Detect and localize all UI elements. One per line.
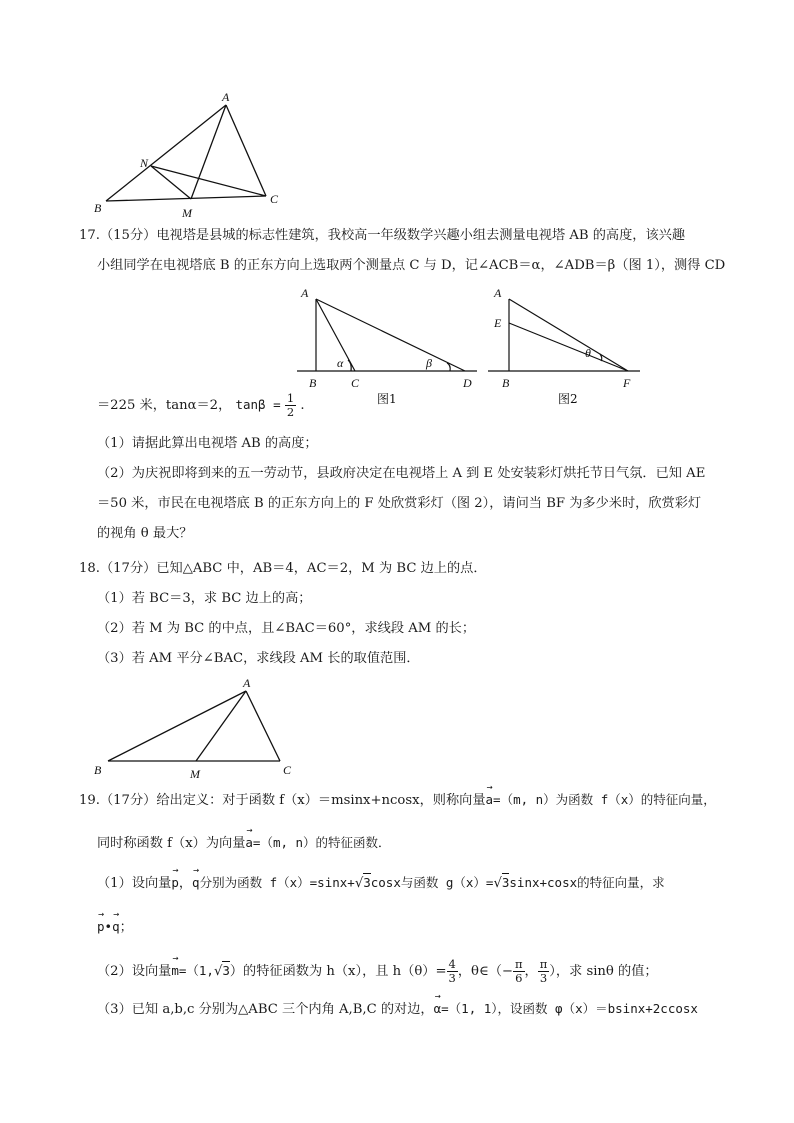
label-m: M: [182, 206, 192, 220]
q19-p2-f: ），求 sinθ 的值；: [549, 964, 658, 979]
frac-den-3b: 3: [539, 971, 548, 985]
q19-p1-a: （1）设向量: [97, 876, 172, 891]
tan-beta-denominator: 2: [286, 405, 295, 419]
frac-den-3: 3: [448, 971, 456, 985]
q19-line1-a: 19.（17分）给出定义：对于函数 f（x）＝msinx+ncosx，则称向量: [79, 793, 486, 808]
dot-operator: •: [104, 919, 113, 934]
sqrt3-3: 3: [222, 963, 230, 978]
fig1-ac: [316, 299, 355, 371]
q19-line1-b: =（m, n）为函数 f（x）的特征向量，: [493, 792, 716, 807]
q19-p1-d: sinx+cosx的特征向量，求: [509, 875, 665, 890]
vector-m: → m: [171, 961, 179, 981]
q19-p2-b: =（1,: [178, 963, 214, 978]
fig1-alpha-arc: [348, 360, 351, 371]
q19-p1-end: ；: [119, 920, 133, 935]
q18-label-c: C: [283, 763, 292, 777]
q17-part2-line1: （2）为庆祝即将到来的五一劳动节，县政府决定在电视塔上 A 到 E 处安装彩灯烘托节日气氛．已知 AE: [97, 466, 706, 481]
figure-triangle-nm: [85, 90, 285, 225]
q18-part3: （3）若 AM 平分∠BAC，求线段 AM 长的取值范围．: [97, 651, 420, 666]
fig1-label-alpha: α: [337, 356, 344, 370]
frac-pi-2: π: [539, 957, 548, 971]
sqrt3-2: 3: [501, 875, 510, 890]
fig1-caption: 图1: [377, 392, 397, 406]
q19-p2-a: （2）设向量: [97, 964, 172, 979]
fraction-4-3: [447, 958, 458, 985]
q18-line1: 18.（17分）已知△ABC 中，AB＝4，AC＝2，M 为 BC 边上的点．: [79, 561, 487, 576]
label-c: C: [270, 192, 279, 206]
frac-den-6: 6: [515, 971, 523, 985]
fig2-af: [509, 299, 628, 371]
vector-q: → q: [192, 873, 200, 893]
vector-a-1: → a: [486, 790, 494, 810]
vector-q-dot: → q: [112, 917, 120, 937]
frac-num-4: 4: [448, 957, 456, 971]
q19-p3-a: （3）已知 a,b,c 分别为△ABC 三个内角 A,B,C 的对边，: [97, 1002, 434, 1017]
q18-label-b: B: [94, 763, 102, 777]
vector-a-2: → a: [245, 833, 253, 853]
q18-label-m: M: [190, 767, 200, 781]
vector-p-dot: → p: [97, 917, 105, 937]
q18-part2: （2）若 M 为 BC 的中点，且∠BAC＝60°，求线段 AM 的长；: [97, 621, 476, 636]
q17-line2: 小组同学在电视塔底 B 的正东方向上选取两个测量点 C 与 D，记∠ACB＝α，∠ADB＝β（图 1），测得 CD: [97, 258, 726, 273]
label-a: A: [222, 90, 230, 104]
q18-segment-ab: [108, 691, 246, 761]
q19-part3: [0, 999, 794, 1020]
fraction-pi-3: [538, 958, 550, 985]
q17-part2-line2: ＝50 米，市民在电视塔底 B 的正东方向上的 F 处欣赏彩灯（图 2），请问当 BF 为多少米时，欣赏彩灯: [97, 496, 702, 511]
vector-p: → p: [171, 873, 179, 893]
sqrt-sign-1: √: [354, 876, 364, 891]
q19-line2: [0, 833, 794, 854]
q17-line3-text: ＝225 米，tanα＝2，: [97, 398, 232, 413]
fraction-pi-6: [513, 958, 525, 985]
sqrt-sign-2: √: [493, 876, 502, 891]
q19-line1: [0, 790, 794, 811]
sqrt-sign-3: √: [213, 964, 223, 979]
frac-pi-1: π: [514, 957, 523, 971]
fig2-caption: 图2: [558, 392, 578, 406]
fig2-ef: [509, 323, 628, 371]
q19-p1-comma: ，: [178, 876, 193, 891]
segment-ac: [226, 105, 266, 196]
q19-p2-c: ）的特征函数为 h（x），且 h（θ）=: [229, 964, 447, 979]
fig2-label-f: F: [623, 376, 631, 390]
tan-beta-label: tanβ =: [235, 397, 281, 412]
q17-line3: [0, 392, 794, 419]
label-n: N: [140, 156, 149, 170]
vector-alpha: → α: [434, 999, 442, 1019]
q19-p1-b: 分别为函数 f（x）=sinx+: [199, 875, 355, 890]
segment-bc: [106, 196, 266, 201]
q19-p2-e: ，: [524, 964, 538, 979]
q19-p1-c: cosx与函数 g（x）=: [370, 875, 494, 890]
q19-p3-b: =（1, 1），设函数 φ（x）＝bsinx+2ccosx: [441, 1001, 698, 1016]
fig2-label-a: A: [494, 286, 502, 300]
fig2-label-e: E: [494, 316, 502, 330]
q17-part2-line3: 的视角 θ 最大？: [97, 526, 193, 541]
q19-part1: [0, 873, 794, 894]
q18-label-a: A: [243, 676, 251, 690]
fig1-label-beta: β: [426, 356, 432, 370]
q18-segment-ac: [246, 691, 280, 761]
q18-segment-am: [196, 691, 246, 761]
q17-line1: 17.（15分）电视塔是县城的标志性建筑，我校高一年级数学兴趣小组去测量电视塔 AB 的高度，该兴趣: [79, 228, 686, 243]
figure-2: [488, 285, 648, 405]
fig1-label-b: B: [309, 376, 317, 390]
q19-part2: [0, 958, 794, 985]
q19-p2-d: ，θ∈（−: [457, 964, 513, 979]
figure-q18-triangle: [90, 675, 310, 785]
fig1-label-a: A: [301, 286, 309, 300]
q19-line2-b: =（m, n）的特征函数．: [252, 835, 391, 850]
sqrt3-1: 3: [363, 875, 371, 890]
fig1-label-d: D: [463, 376, 472, 390]
fig2-label-theta: θ: [585, 346, 591, 360]
q17-part1: （1）请据此算出电视塔 AB 的高度；: [97, 436, 318, 451]
fig2-label-b: B: [502, 376, 510, 390]
tan-beta-numerator: 1: [286, 391, 295, 405]
fig1-label-c: C: [351, 376, 360, 390]
q19-part1-dot: [0, 917, 794, 938]
tan-beta-end: .: [300, 398, 305, 413]
tan-beta-fraction: [285, 392, 296, 419]
label-b: B: [94, 201, 102, 215]
q19-line2-a: 同时称函数 f（x）为向量: [97, 836, 246, 851]
q18-part1: （1）若 BC＝3，求 BC 边上的高；: [97, 591, 312, 606]
figure-1: [295, 285, 485, 405]
